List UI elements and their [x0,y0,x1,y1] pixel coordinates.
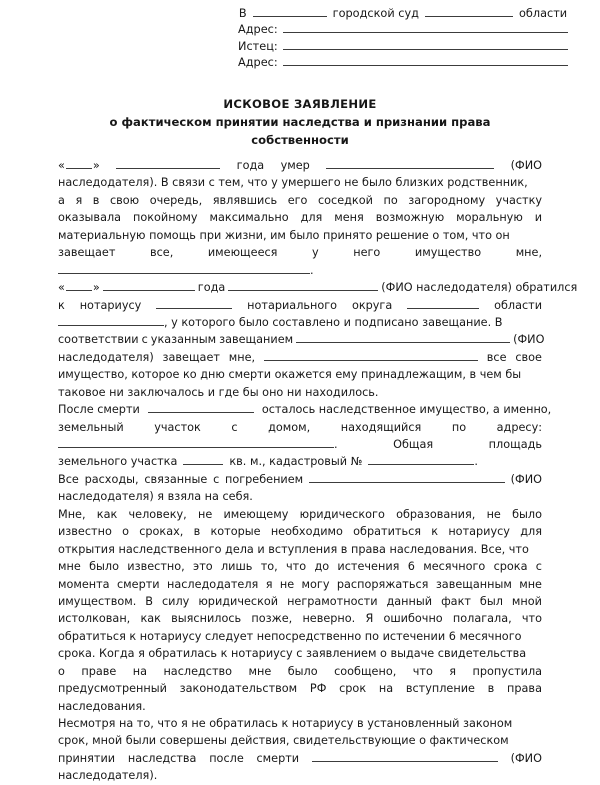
text-run: юридической [198,594,279,608]
text-run: нотариусу [79,298,142,312]
text-run: имеющееся [207,246,278,260]
text-run: мне [519,577,542,591]
text-run: до [314,560,330,574]
text-run: могу [301,577,330,591]
text-run: праве [81,664,117,678]
body-line [58,576,542,593]
body-line [58,593,542,610]
deceased-name-fill-2[interactable] [148,403,254,413]
text-run: силу [161,594,190,608]
header-court-address-line [238,22,568,38]
text-run: пропустила [472,664,543,678]
text-run: меня [334,211,364,225]
body-line [58,314,542,331]
plaintiff-name-fill[interactable] [283,40,568,50]
text-run: загородному [408,193,486,207]
text-run: было [287,664,318,678]
text-run: соседкой [317,193,373,207]
text-run: необходимо [270,525,343,539]
text-run: о [122,525,129,539]
death-month-year-fill[interactable] [116,159,220,169]
text-run: я [75,193,83,207]
text-run: наследство [163,664,233,678]
text-run: на [132,664,147,678]
text-run: был [479,594,503,608]
text-run: в [193,525,201,539]
body-line [58,297,542,314]
text-run: Все [58,472,79,486]
text-run: в [92,193,100,207]
court-header-block [238,6,568,72]
death-date-day-slot [58,157,100,174]
text-run: Мне, [58,507,86,521]
text-run: наследодателя) я взяла на себя. [58,490,253,504]
quote-close: » [92,281,100,295]
text-run: о [58,664,65,678]
text-run: . [310,263,314,277]
text-run: находящийся [340,420,422,434]
text-run: связанные [144,472,208,486]
text-run: сроках, [139,525,184,539]
body-line [58,436,542,453]
text-run: После смерти [58,403,140,417]
body-line [58,384,542,401]
text-run: неверно. [302,612,356,626]
body-line [58,488,542,505]
text-run: наследства [127,751,197,765]
text-run: него [353,246,381,260]
body-line [58,698,542,715]
text-run: неграмотности [287,594,378,608]
text-run: которые [210,525,261,539]
text-run: позже, [251,612,293,626]
text-run: наследодателя) [58,350,154,364]
text-run: выяснилось [171,612,242,626]
body-line [58,541,542,558]
body-line [58,174,542,191]
document-title: ИСКОВОЕ ЗАЯВЛЕНИЕ [223,97,377,111]
property-address-fill[interactable] [58,438,334,448]
text-run: завещанным [435,577,512,591]
text-run: (ФИО наследодателя) обратился [381,281,578,295]
text-run: завещает [162,350,220,364]
text-run: мной [511,594,542,608]
text-run: имущество, которое ко дню смерти окажется ему принадлежащим, в чем бы [58,368,522,382]
text-run: смерти [256,751,300,765]
text-run: вступление [405,682,475,696]
text-run: имеющему [223,507,289,521]
header-address2-label: Адрес: [238,56,278,70]
text-run: мне [248,664,272,678]
will-month-year-fill[interactable] [103,281,195,291]
text-run: не [197,507,213,521]
body-line [58,558,542,575]
text-run: было [512,507,542,521]
body-line [58,157,542,174]
text-run: завещанием [219,333,294,347]
death-day-fill[interactable] [66,159,92,169]
text-run: образования, [396,507,476,521]
body-line [58,192,542,209]
text-run: распоряжаться [336,577,429,591]
body-line [58,506,542,523]
text-run: адресу: [496,420,543,434]
text-run: (ФИО [513,333,545,347]
text-run: это [193,560,213,574]
text-run: я [265,577,273,591]
body-line [58,331,545,348]
text-run: с [231,420,238,434]
text-run: что [286,560,307,574]
text-run: мне [58,560,81,574]
will-day-fill[interactable] [66,281,92,291]
text-run: ошибочно [383,612,443,626]
header-plaintiff-label: Истец: [238,39,278,53]
text-run: что [412,664,433,678]
text-run: права [507,682,542,696]
text-run: на [378,682,394,696]
text-run: наследодателя). В связи с тем, что у умершего не было близких родственник, [58,176,528,190]
text-run: таковое ни заключалось и где бы оно ни находилось. [58,385,379,399]
body-line [58,401,552,418]
text-run: месячного [423,560,486,574]
text-run: имущество [414,246,482,260]
header-address-label: Адрес: [238,23,278,37]
text-run: наследодателя [166,577,259,591]
text-run: открытия наследственного дела и вступления в права наследования. Все, что [58,542,529,556]
header-plaintiff-line [238,39,568,55]
text-run: по [451,420,467,434]
text-run: свое [515,350,542,364]
beneficiary-name-fill[interactable] [264,351,478,361]
text-run: возможную [375,211,445,225]
text-run: Общая [393,438,434,451]
quote-open: « [58,281,65,295]
document-title-block [60,95,540,149]
text-run: срок [339,682,367,696]
text-run: указанным [150,333,217,347]
text-run: наследования. [58,699,146,713]
body-line [58,279,578,296]
text-run: известно [58,525,112,539]
text-run: законодательством [179,682,298,696]
text-run: не [279,577,295,591]
will-date-day-slot [58,279,100,296]
text-run: к [58,298,65,312]
text-run: в [487,682,495,696]
text-run: по [383,193,398,207]
quote-close: » [92,159,100,172]
text-run: очередь, [149,193,203,207]
text-run: округа [351,298,393,312]
body-line [58,645,542,662]
text-run: участку [495,193,543,207]
text-run: для [520,525,542,539]
body-line [58,767,542,784]
text-run: В [145,594,153,608]
text-run: расходы, [84,472,139,486]
text-run: соответствии [58,333,139,347]
document-subtitle-line1: о фактическом принятии наследства и признании права [109,115,491,129]
body-line [58,349,542,366]
body-line [58,663,542,680]
text-run: все [486,350,507,364]
text-run: оказывала [58,211,122,225]
text-run: известно, [127,560,185,574]
text-run: , у которого было составлено и подписано завещание. В [164,315,503,329]
header-prefix: В [238,7,247,20]
final-deceased-name-fill[interactable] [312,752,498,762]
text-run: осталось наследственное имущество, а именно, [261,403,552,417]
heir-name-fill[interactable] [58,263,310,273]
body-line [58,523,542,540]
text-run: обратиться [353,525,422,539]
header-court-line [238,6,568,22]
text-run: как [140,612,161,626]
text-run: его [287,193,308,207]
text-run: то, [260,560,278,574]
text-run: срок, мной были совершены действия, свидетельствующие о фактическом [58,734,509,748]
text-run: срока [493,560,528,574]
body-line [58,366,542,383]
text-run: области [494,298,543,312]
text-run: домом, [268,420,311,434]
text-run: с [535,560,542,574]
body-line [58,628,542,645]
text-run: покойному [132,211,198,225]
text-run: (ФИО [510,472,543,486]
text-run: как [96,507,118,521]
text-run: 6 [407,560,415,574]
text-run: для [300,211,323,225]
text-run: истолкован, [58,612,131,626]
body-line [58,715,542,732]
burial-deceased-name-fill[interactable] [309,473,505,483]
body-line [58,209,542,226]
text-run: момента [58,577,110,591]
text-run: нотариусу [448,525,510,539]
text-run: . [334,438,338,451]
document-subtitle-line2: собственности [251,133,349,147]
text-run: максимально [209,211,289,225]
text-run: данный [386,594,433,608]
court-name-fill[interactable] [253,7,327,17]
text-run: земельный [58,420,124,434]
body-line [58,732,542,749]
header-plaintiff-address-line [238,55,568,71]
text-run: моральную [456,211,523,225]
body-line [58,750,542,767]
text-run: завещает [58,246,116,260]
text-run: обратиться к нотариусу следует непосредственно по истечении 6 месячного [58,629,522,643]
body-line [58,244,542,261]
text-run: смерти [116,577,160,591]
text-run: погребением [225,472,304,486]
body-line [58,419,542,436]
text-run: к [431,525,439,539]
cadastral-number-fill[interactable] [368,455,474,465]
text-run: факт [441,594,471,608]
text-run: мне, [515,246,543,260]
land-area-fill[interactable] [183,455,223,465]
word-umer: умер [280,159,310,172]
header-court-label: городской суд [332,7,419,20]
text-run: являвшись [212,193,278,207]
text-run: было [89,560,119,574]
text-run: участок [154,420,201,434]
header-region-label: области [518,7,568,20]
text-run: и [534,211,543,225]
deceased-name-fill[interactable] [326,159,494,169]
text-run: с [141,333,148,347]
text-run: . [474,455,478,469]
text-run: земельного участка [58,455,178,469]
text-run: Несмотря на то, что я не обратилась к нотариусу в установленный законом [58,717,513,730]
text-run: (ФИО [510,751,542,765]
body-line [58,680,542,697]
text-run: полагала, [452,612,512,626]
text-run: предусмотренный [58,682,167,696]
text-run: материальную помощь при жизни, им было принято решение о том, что он [58,228,510,242]
text-run: кв. м., кадастровый № [229,455,363,469]
text-run: нотариального [247,298,338,312]
text-run: у [312,246,319,260]
testator-name-fill-2[interactable] [296,333,510,343]
body-line [58,471,542,488]
text-run: юридического [299,507,385,521]
body-line [58,610,542,627]
testator-name-fill[interactable] [228,281,378,291]
text-run: а [58,193,65,207]
text-run: после [209,751,244,765]
text-run: площадь [488,438,542,451]
body-line [58,227,542,244]
text-run: лишь [220,560,253,574]
word-goda: года [197,281,226,295]
text-run: имуществом. [58,594,137,608]
word-goda: года [236,159,265,172]
text-run: наследодателя). [58,769,158,783]
plaintiff-address-fill[interactable] [283,56,568,66]
text-run: все, [149,246,174,260]
body-line [58,453,542,470]
text-run: с [213,472,220,486]
court-address-fill[interactable] [283,23,568,33]
text-run: принятии [58,751,116,765]
text-run: что [521,612,542,626]
text-run: не [486,507,501,521]
text-run: сообщено, [334,664,397,678]
text-run: я [449,664,457,678]
notary-region-fill[interactable] [58,316,164,326]
text-run: Я [365,612,374,626]
text-run: человеку, [128,507,187,521]
text-run: свою [109,193,140,207]
property-address-slot [58,436,338,453]
body-line [58,262,542,279]
text-run: срока. Когда я обратилась к нотариусу с заявлением о выдаче свидетельства [58,647,527,661]
fio-open: (ФИО [510,159,543,172]
quote-open: « [58,159,65,172]
document-body [58,157,578,785]
notary-name-fill[interactable] [156,298,232,308]
text-run: мне, [228,350,256,364]
text-run: истечения [337,560,400,574]
court-region-fill[interactable] [425,7,513,17]
text-run: РФ [309,682,327,696]
notary-district-fill[interactable] [407,298,479,308]
